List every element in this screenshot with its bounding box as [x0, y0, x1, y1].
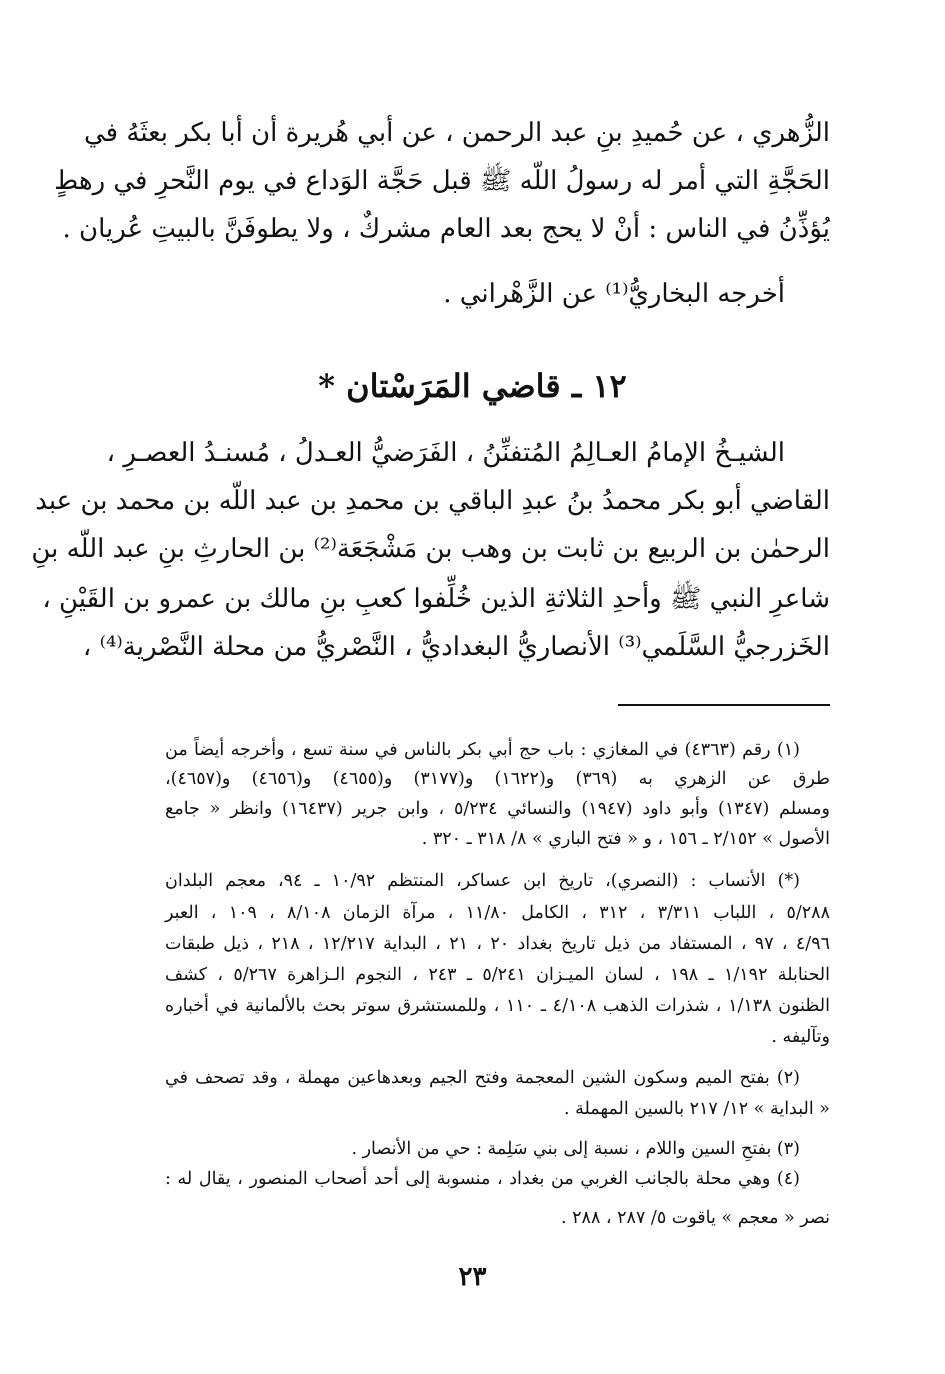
page-number: ٢٣ — [458, 1262, 487, 1292]
footnote-line: طرق عن الزهري به (٣٦٩) و(١٦٢٢) و(٣١٧٧) و(٤٦٥٥) و(٤٦٥٦) و(٤٦٥٧)، — [165, 769, 830, 789]
footnote-line: ومسلم (١٣٤٧) وأبو داود (١٩٤٧) والنسائي ٥/٢٣٤ ، وابن جرير (١٦٤٣٧) وانظر « جامع — [165, 799, 830, 819]
body-line: الخَزرجيُّ السَّلَمي⁽³⁾ الأنصاريُّ البغداديُّ ، النَّصْريُّ من محلة النَّصْرية⁽⁴⁾ ، — [82, 632, 830, 662]
body-line: أخرجه البخاريُّ⁽¹⁾ عن الزَّهْراني . — [443, 279, 785, 309]
body-line: القاضي أبو بكر محمدُ بنُ عبدِ الباقي بن محمدِ بن عبد اللّه بن محمد بن عبد — [35, 486, 830, 516]
footnote-line: الحنابلة ١/١٩٢ ـ ١٩٨ ، لسان الميـزان ٥/٢٤١ ـ ٢٤٣ ، النجوم الـزاهرة ٥/٢٦٧ ، كشف — [165, 965, 830, 985]
footnote-line: (٤) وهي محلة بالجانب الغربي من بغداد ، منسوبة إلى أحد أصحاب المنصور ، يقال له : — [165, 1169, 800, 1189]
footnote-line: نصر « معجم » ياقوت ٥/ ٢٨٧ ، ٢٨٨ . — [561, 1208, 830, 1228]
footnote-separator — [618, 704, 830, 706]
footnote-line: وتآليفه . — [771, 1027, 830, 1047]
body-line: الزُّهري ، عن حُميدِ بنِ عبد الرحمن ، عن أبي هُريرة أن أبا بكر بعثَهُ في — [84, 118, 830, 148]
footnote-line: الظنون ١/١٣٨ ، شذرات الذهب ٤/١٠٨ ـ ١١٠ ، وللمستشرق سوتر بحث بالألمانية في أخباره — [165, 996, 830, 1016]
footnote-line: « البداية » ١٢/ ٢١٧ بالسين المهملة . — [563, 1099, 830, 1119]
footnote-line: (١) رقم (٤٣٦٣) في المغازي : باب حج أبي بكر بالناس في سنة تسع ، وأخرجه أيضاً من — [165, 740, 800, 760]
body-line: الشيـخُ الإمامُ العـالِمُ المُتفنِّنُ ، الفَرَضيُّ العـدلُ ، مُسنـدُ العصـرِ ، — [106, 438, 785, 468]
body-line: الرحمٰن بن الربيع بن ثابت بن وهب بن مَشْجَعَة⁽²⁾ بن الحارثِ بنِ عبد اللّه بنِ — [31, 534, 830, 564]
body-line: يُؤذِّنُ في الناس : أنْ لا يحج بعد العام مشركٌ ، ولا يطوفَنَّ بالبيتِ عُريان . — [62, 214, 830, 244]
footnote-line: (٣) بفتحِ السين واللام ، نسبة إلى بني سَلِمة : حي من الأنصار . — [351, 1139, 800, 1159]
footnote-line: ٥/٢٨٨ ، اللباب ٣/٣١١ ، ٣١٢ ، الكامل ١١/٨٠ ، مرآة الزمان ٨/١٠٨ ، ١٠٩ ، العبر — [165, 903, 830, 923]
footnote-line: (٢) بفتح الميم وسكون الشين المعجمة وفتح الجيم وبعدهاعين مهملة ، وقد تصحف في — [165, 1068, 800, 1088]
footnote-line: ٤/٩٦ ، ٩٧ ، المستفاد من ذيل تاريخ بغداد ٢٠ ، ٢١ ، البداية ١٢/٢١٧ ، ٢١٨ ، ذيل طبقات — [165, 934, 831, 954]
footnote-line: الأصول » ٢/١٥٢ ـ ١٥٦ ، و « فتح الباري » ٨/ ٣١٨ ـ ٣٢٠ . — [421, 829, 830, 849]
body-line: شاعرِ النبي ﷺ وأحدِ الثلاثةِ الذين خُلِّفوا كعبِ بنِ مالك بن عمرو بن القَيْنِ ، — [42, 584, 830, 614]
section-heading: ١٢ ـ قاضي المَرَسْتان * — [318, 367, 627, 405]
body-line: الحَجَّةِ التي أمر له رسولُ اللّه ﷺ قبل حَجَّة الوَداع في يوم النَّحرِ في رهطٍ — [54, 166, 830, 196]
footnote-line: (*) الأنساب : (النصري)، تاريخ ابن عساكر، المنتظم ١٠/٩٢ ـ ٩٤، معجم البلدان — [165, 871, 800, 891]
